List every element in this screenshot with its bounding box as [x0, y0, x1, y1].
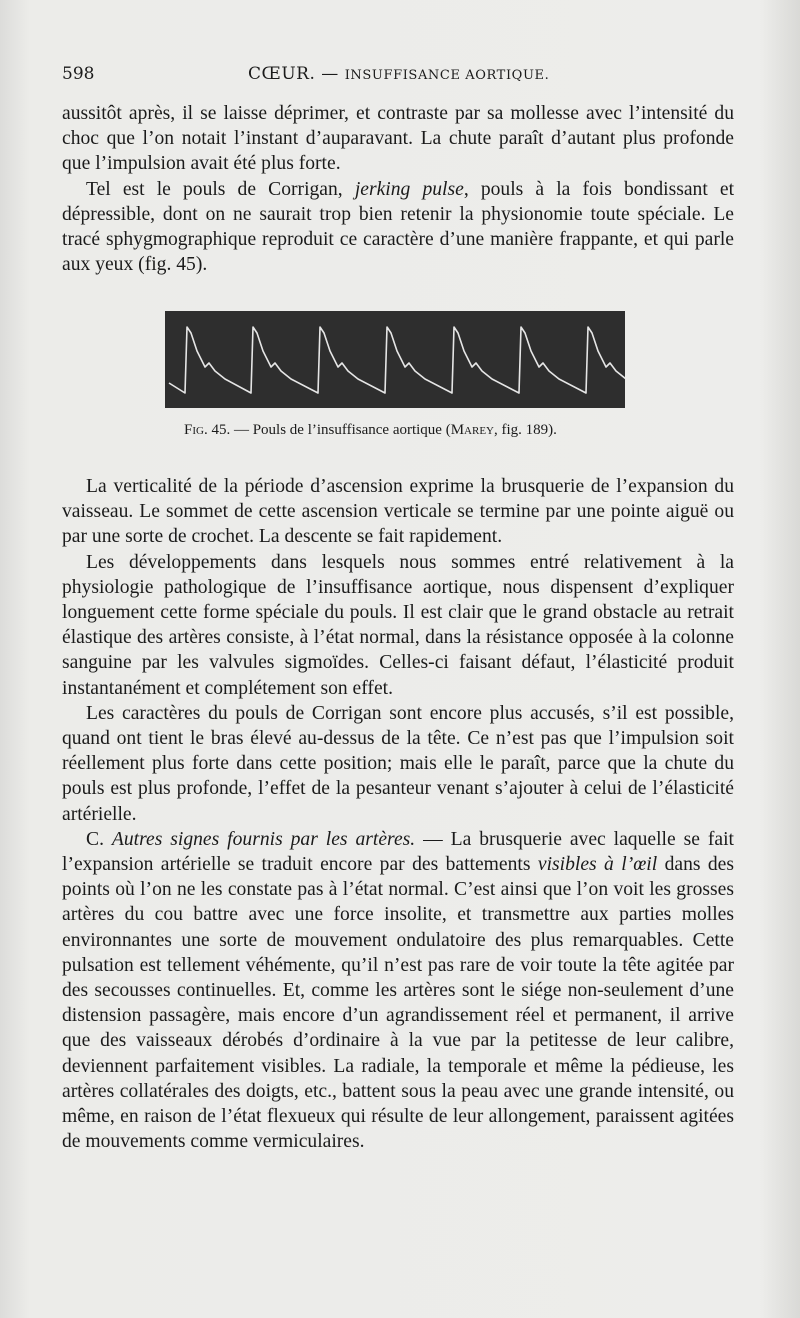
paragraph-corrigan-pulse — [62, 177, 734, 278]
paragraph-verticality: La verticalité de la période d’ascension exprime la brusquerie de l’expansion du vaisseau. Le sommet de cette ascension verticale se termine par une pointe aiguë ou par une sorte de crochet. La descente se fait rapidement. — [62, 476, 734, 548]
paragraph-physiology: Les développements dans lesquels nous sommes entré relativement à la physiologie pathologique de l’insuffisance aortique, nous dispensent d’expliquer longuement cette forme spéciale du pouls. Il est clair que le grand obstacle au retrait élastique des artères consiste, à l’état normal, dans la résistance opposée à la colonne sanguine par les valvules sigmoïdes. Celles-ci faisant défaut, l’élasticité produit instantanément et complétement son effet. — [62, 551, 734, 699]
page-number: 598 — [62, 64, 95, 84]
sphygmograph-trace-figure — [165, 311, 625, 408]
italic-term: visibles à l’œil — [537, 854, 658, 876]
paragraph-text: dans des points où l’on ne les constate pas à l’état normal. C’est ainsi que l’on voit les grosses artères du cou battre avec une force insolite, et transmettre aux parties molles environnantes une sorte de mouvement ondulatoire des plus remarquables. Cette pulsation est tellement véhémente, qu’il n’est pas rare de voir toute la tête agitée par des secousses continuelles. Et, comme les artères sont le siége non-seulement d’une distension passagère, mais encore d’un agrandissement réel et permanent, il arrive que des vaisseaux dérobés d’ordinaire à la vue par la petitesse de leur calibre, deviennent parfaitement visibles. La radiale, la temporale et même la pédieuse, les artères collatérales des doigts, etc., battent sous la peau avec une grande intensité, ou même, en raison de l’état flexueux qui résulte de leur allongement, paraissent agitées de mouvements comme vermiculaires. — [62, 854, 735, 1153]
paragraph-continuation: aussitôt après, il se laisse déprimer, et contraste par sa mollesse avec l’intensité du choc que l’on notait l’instant d’auparavant. La chute paraît d’autant plus profonde que l’impulsion avait été plus forte. — [62, 103, 734, 175]
running-title-dash: — — [321, 64, 339, 84]
pulse-trace — [165, 311, 625, 408]
running-title — [248, 64, 549, 84]
running-title-main: CŒUR. — [248, 64, 316, 84]
text-block-top — [62, 101, 734, 277]
figure-caption — [184, 422, 644, 439]
paragraph-text: — La brusquerie avec laquelle se fait l’expansion artérielle se traduit encore par des battements — [62, 828, 734, 876]
figure-label: Fig. 45. — [184, 422, 231, 438]
section-heading: Autres signes fournis par les artères. — [111, 828, 416, 850]
paragraph-raised-arm: Les caractères du pouls de Corrigan sont encore plus accusés, s’il est possible, quand ont tient le bras élevé au-dessus de la tête. Ce n’est pas que l’impulsion soit réellement plus forte dans cette position; mais elle le paraît, parce que la chute du pouls est plus profonde, l’effet de la pesanteur venant s’ajouter à celui de l’élasticité artérielle. — [62, 702, 734, 825]
text-block-bottom — [62, 474, 734, 1154]
running-header — [62, 64, 734, 88]
running-title-sub: INSUFFISANCE AORTIQUE. — [344, 68, 550, 83]
caption-text-end: , fig. 189). — [494, 422, 557, 438]
paragraph-text: Tel est le pouls de Corrigan, — [86, 178, 343, 200]
italic-term: jerking pulse — [354, 178, 464, 200]
paragraph-other-signs — [62, 827, 734, 1155]
caption-text: — Pouls de l’insuffisance aortique ( — [233, 422, 451, 438]
pulse-trace-line — [169, 327, 625, 393]
section-letter: C. — [86, 828, 104, 850]
caption-author: Marey — [450, 422, 494, 438]
paragraph-text: , pouls à la fois bondissant et dépressible, dont on ne saurait trop bien retenir la physionomie toute spéciale. Le tracé sphygmographique reproduit ce caractère d’une manière frappante, et qui parle aux yeux (fig. 45). — [62, 178, 735, 276]
